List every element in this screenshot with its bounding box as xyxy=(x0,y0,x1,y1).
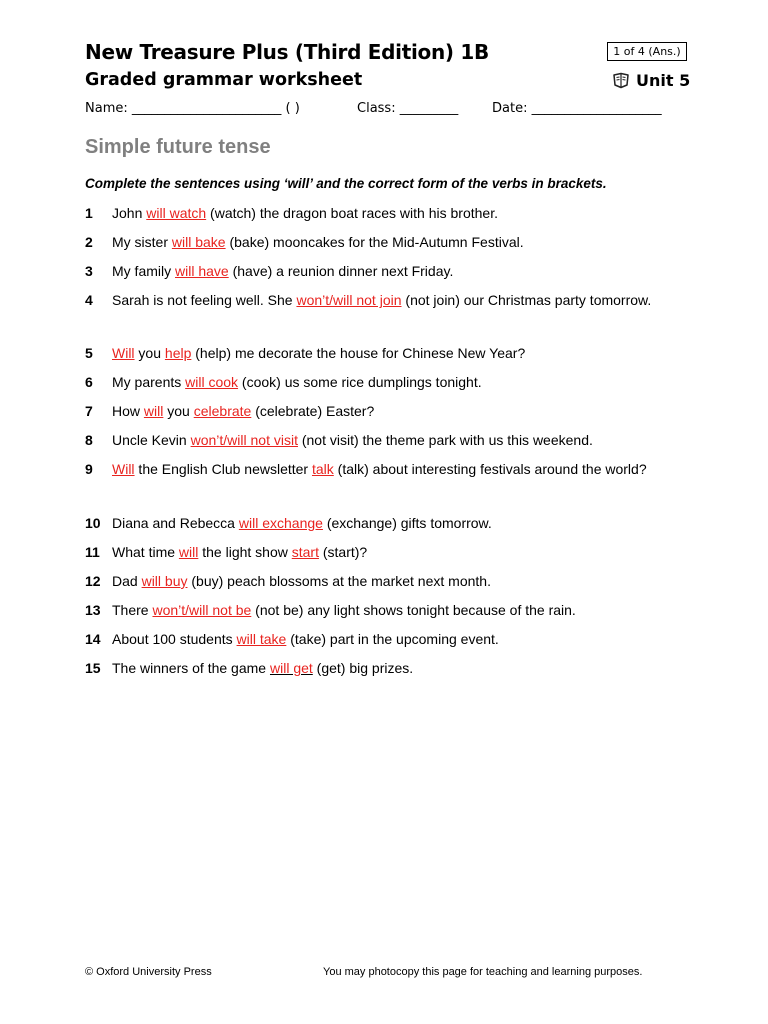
question-number: 12 xyxy=(85,573,101,589)
question-text: My sister will bake (bake) mooncakes for the Mid-Autumn Festival. xyxy=(112,234,524,250)
class-field: Class: _________ xyxy=(357,101,459,116)
answer: Will xyxy=(112,345,135,361)
question-item xyxy=(85,341,685,366)
question-item xyxy=(85,201,685,226)
answer: will cook xyxy=(185,374,239,390)
question-number: 2 xyxy=(85,234,93,250)
question-text: The winners of the game will get (get) big prizes. xyxy=(112,660,414,676)
question-item xyxy=(85,428,685,453)
question-item xyxy=(85,370,685,395)
question-item xyxy=(85,288,685,313)
answer: talk xyxy=(311,461,334,477)
answer: will bake xyxy=(171,234,226,250)
answer: will have xyxy=(175,263,229,279)
answer: will take xyxy=(236,631,287,647)
question-number: 11 xyxy=(85,544,100,560)
question-number: 5 xyxy=(85,345,93,361)
question-text: My family will have (have) a reunion dinner next Friday. xyxy=(112,263,454,279)
question-number: 8 xyxy=(85,432,93,448)
answer: won’t/will not be xyxy=(152,602,252,618)
unit-text: Unit 5 xyxy=(636,71,691,90)
answer: will exchange xyxy=(238,515,323,531)
question-number: 14 xyxy=(85,631,101,647)
footer-copyright: © Oxford University Press xyxy=(85,966,212,978)
answer: will buy xyxy=(141,573,188,589)
question-number: 13 xyxy=(85,602,101,618)
question-text: How will you celebrate (celebrate) Easter? xyxy=(112,403,375,419)
question-item xyxy=(85,259,685,284)
question-number: 10 xyxy=(85,515,101,531)
worksheet-subtitle: Graded grammar worksheet xyxy=(85,70,363,90)
question-text: Will you help (help) me decorate the house for Chinese New Year? xyxy=(112,345,526,361)
answer: won’t/will not visit xyxy=(190,432,298,448)
question-number: 4 xyxy=(85,292,93,308)
question-number: 15 xyxy=(85,660,101,676)
answer: won’t/will not join xyxy=(296,292,402,308)
question-number: 1 xyxy=(85,205,93,221)
answer: will xyxy=(178,544,199,560)
question-item xyxy=(85,457,685,482)
unit-label xyxy=(612,71,690,90)
question-text: Diana and Rebecca will exchange (exchange) gifts tomorrow. xyxy=(112,515,492,531)
question-text: Dad will buy (buy) peach blossoms at the market next month. xyxy=(112,573,491,589)
question-item xyxy=(85,598,685,623)
question-text: John will watch (watch) the dragon boat races with his brother. xyxy=(112,205,498,221)
question-text: Sarah is not feeling well. She won’t/will not join (not join) our Christmas party tomorrow. xyxy=(112,292,652,308)
answer: will watch xyxy=(146,205,207,221)
question-text: There won’t/will not be (not be) any light shows tonight because of the rain. xyxy=(112,602,576,618)
answer: help xyxy=(164,345,192,361)
name-field: Name: _______________________ ( ) xyxy=(85,101,300,116)
page-badge: 1 of 4 (Ans.) xyxy=(607,42,687,61)
section-heading: Simple future tense xyxy=(85,136,271,158)
answer: will xyxy=(143,403,164,419)
question-number: 9 xyxy=(85,461,93,477)
worksheet-title: New Treasure Plus (Third Edition) 1B xyxy=(85,40,489,64)
question-number: 6 xyxy=(85,374,93,390)
question-item xyxy=(85,540,685,565)
question-text: Uncle Kevin won’t/will not visit (not visit) the theme park with us this weekend. xyxy=(112,432,593,448)
question-number: 3 xyxy=(85,263,93,279)
question-text: My parents will cook (cook) us some rice dumplings tonight. xyxy=(112,374,482,390)
question-item xyxy=(85,230,685,255)
question-item xyxy=(85,656,685,681)
answer: celebrate xyxy=(193,403,252,419)
answer: will get xyxy=(269,660,313,676)
book-icon xyxy=(612,72,630,89)
question-item xyxy=(85,627,685,652)
footer-note: You may photocopy this page for teaching and learning purposes. xyxy=(323,966,643,978)
question-text: About 100 students will take (take) part in the upcoming event. xyxy=(112,631,499,647)
instructions: Complete the sentences using ‘will’ and the correct form of the verbs in brackets. xyxy=(85,176,607,191)
question-item xyxy=(85,569,685,594)
answer: Will xyxy=(112,461,135,477)
answer: start xyxy=(291,544,319,560)
question-item xyxy=(85,511,685,536)
date-field: Date: ____________________ xyxy=(492,101,662,116)
question-text: What time will the light show start (start)? xyxy=(112,544,368,560)
question-item xyxy=(85,399,685,424)
question-number: 7 xyxy=(85,403,93,419)
question-text: Will the English Club newsletter talk (talk) about interesting festivals around the world? xyxy=(112,461,647,477)
